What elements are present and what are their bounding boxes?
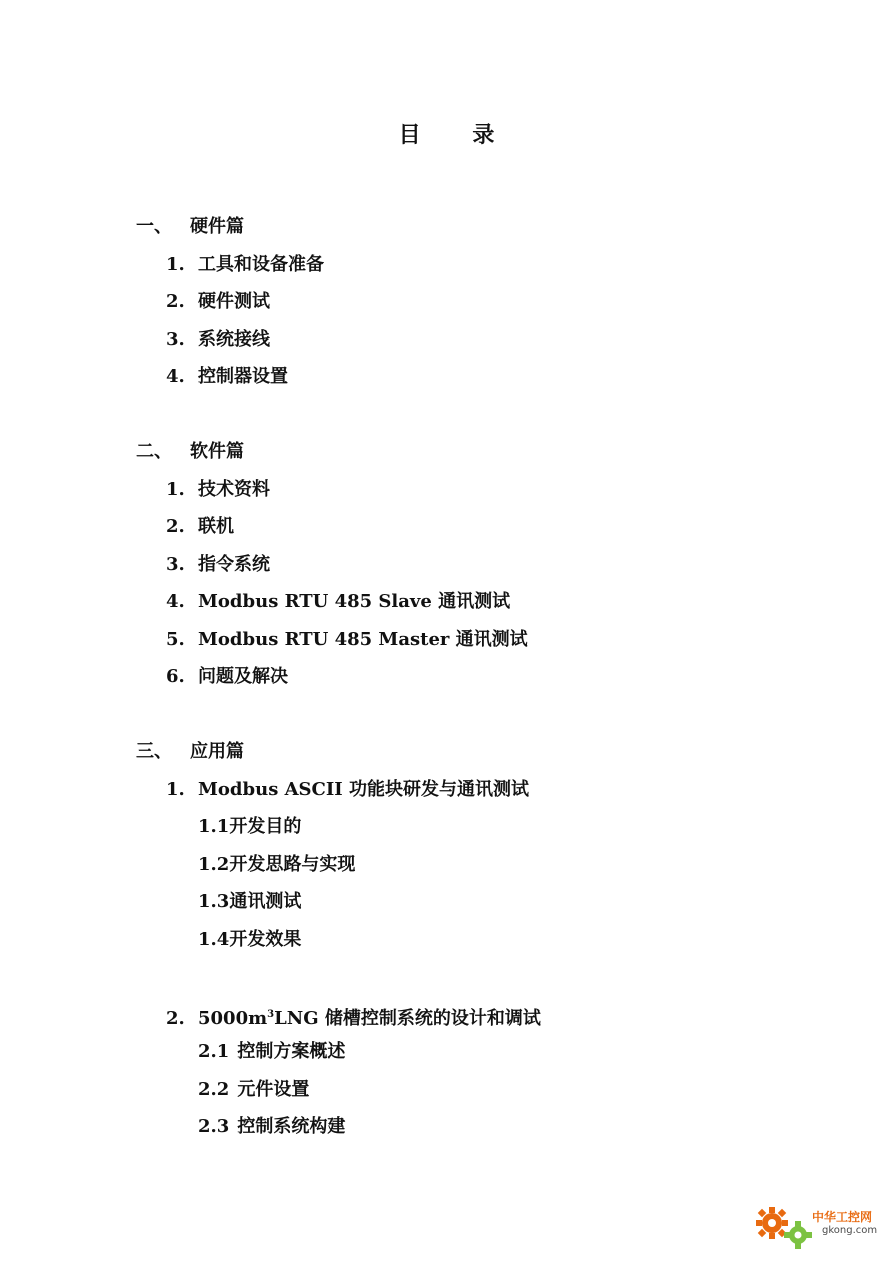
subitem-label: 控制方案概述 — [237, 1041, 346, 1062]
superscript-three: 3 — [267, 1009, 275, 1020]
toc-section-application[interactable] — [136, 739, 244, 765]
item-label: 指令系统 — [198, 554, 270, 575]
subitem-label: 开发目的 — [229, 816, 302, 837]
toc-section-hardware[interactable] — [136, 214, 244, 240]
item-label: Modbus RTU 485 Slave 通讯测试 — [198, 591, 511, 612]
subitem-number: 2.2 — [198, 1079, 230, 1100]
item-number: 1. — [166, 254, 185, 275]
section-label: 应用篇 — [190, 741, 244, 762]
toc-item[interactable] — [166, 627, 528, 653]
toc-item[interactable] — [166, 664, 288, 690]
toc-section-software[interactable] — [136, 439, 244, 465]
toc-item[interactable] — [166, 552, 270, 578]
item-label: 联机 — [198, 516, 234, 537]
item-number: 3. — [166, 554, 185, 575]
subitem-label: 开发思路与实现 — [229, 854, 356, 875]
toc-item[interactable] — [166, 477, 270, 503]
toc-subitem[interactable] — [198, 889, 301, 915]
toc-item[interactable] — [166, 252, 324, 278]
section-number: 一、 — [136, 216, 172, 237]
item-number: 1. — [166, 479, 185, 500]
item-number: 4. — [166, 591, 185, 612]
item-label: 系统接线 — [198, 329, 270, 350]
item-label-suffix: LNG 储槽控制系统的设计和调试 — [274, 1008, 541, 1029]
item-label-prefix: 5000m — [198, 1008, 268, 1029]
item-number: 3. — [166, 329, 185, 350]
subitem-label: 控制系统构建 — [237, 1116, 346, 1137]
item-number: 2. — [166, 291, 185, 312]
item-number: 2. — [166, 516, 185, 537]
toc-subitem[interactable] — [198, 1114, 345, 1140]
subitem-number: 2.1 — [198, 1041, 230, 1062]
item-number: 2. — [166, 1008, 185, 1029]
item-number: 1. — [166, 779, 185, 800]
item-label: Modbus ASCII 功能块研发与通讯测试 — [198, 779, 529, 800]
item-label: 技术资料 — [198, 479, 270, 500]
toc-item[interactable] — [166, 289, 270, 315]
toc-item[interactable] — [166, 777, 529, 803]
toc-subitem[interactable] — [198, 814, 301, 840]
item-label: 控制器设置 — [198, 366, 288, 387]
subitem-label: 元件设置 — [237, 1079, 310, 1100]
toc-item[interactable] — [166, 364, 288, 390]
watermark-brand: 中华工控网 — [812, 1210, 873, 1224]
section-label: 软件篇 — [190, 441, 244, 462]
gkong-watermark — [752, 1203, 887, 1253]
item-number: 4. — [166, 366, 185, 387]
item-label: 问题及解决 — [198, 666, 288, 687]
watermark-domain: gkong.com — [822, 1225, 878, 1236]
toc-subitem[interactable] — [198, 852, 355, 878]
subitem-number: 1.3 — [198, 891, 230, 912]
toc-item[interactable] — [166, 327, 270, 353]
subitem-label: 开发效果 — [229, 929, 302, 950]
toc-subitem[interactable] — [198, 1039, 345, 1065]
item-label: Modbus RTU 485 Master 通讯测试 — [198, 629, 528, 650]
toc-item[interactable] — [166, 1002, 541, 1032]
page-title: 目 录 — [398, 122, 517, 148]
toc-item[interactable] — [166, 589, 510, 615]
item-number: 6. — [166, 666, 185, 687]
subitem-number: 1.1 — [198, 816, 230, 837]
subitem-number: 1.2 — [198, 854, 230, 875]
item-label: 工具和设备准备 — [198, 254, 324, 275]
toc-item[interactable] — [166, 514, 234, 540]
section-label: 硬件篇 — [190, 216, 244, 237]
item-label: 硬件测试 — [198, 291, 270, 312]
item-number: 5. — [166, 629, 185, 650]
section-number: 三、 — [136, 741, 172, 762]
subitem-number: 1.4 — [198, 929, 230, 950]
toc-subitem[interactable] — [198, 1077, 309, 1103]
toc-subitem[interactable] — [198, 927, 301, 953]
subitem-number: 2.3 — [198, 1116, 230, 1137]
subitem-label: 通讯测试 — [229, 891, 302, 912]
section-number: 二、 — [136, 441, 172, 462]
